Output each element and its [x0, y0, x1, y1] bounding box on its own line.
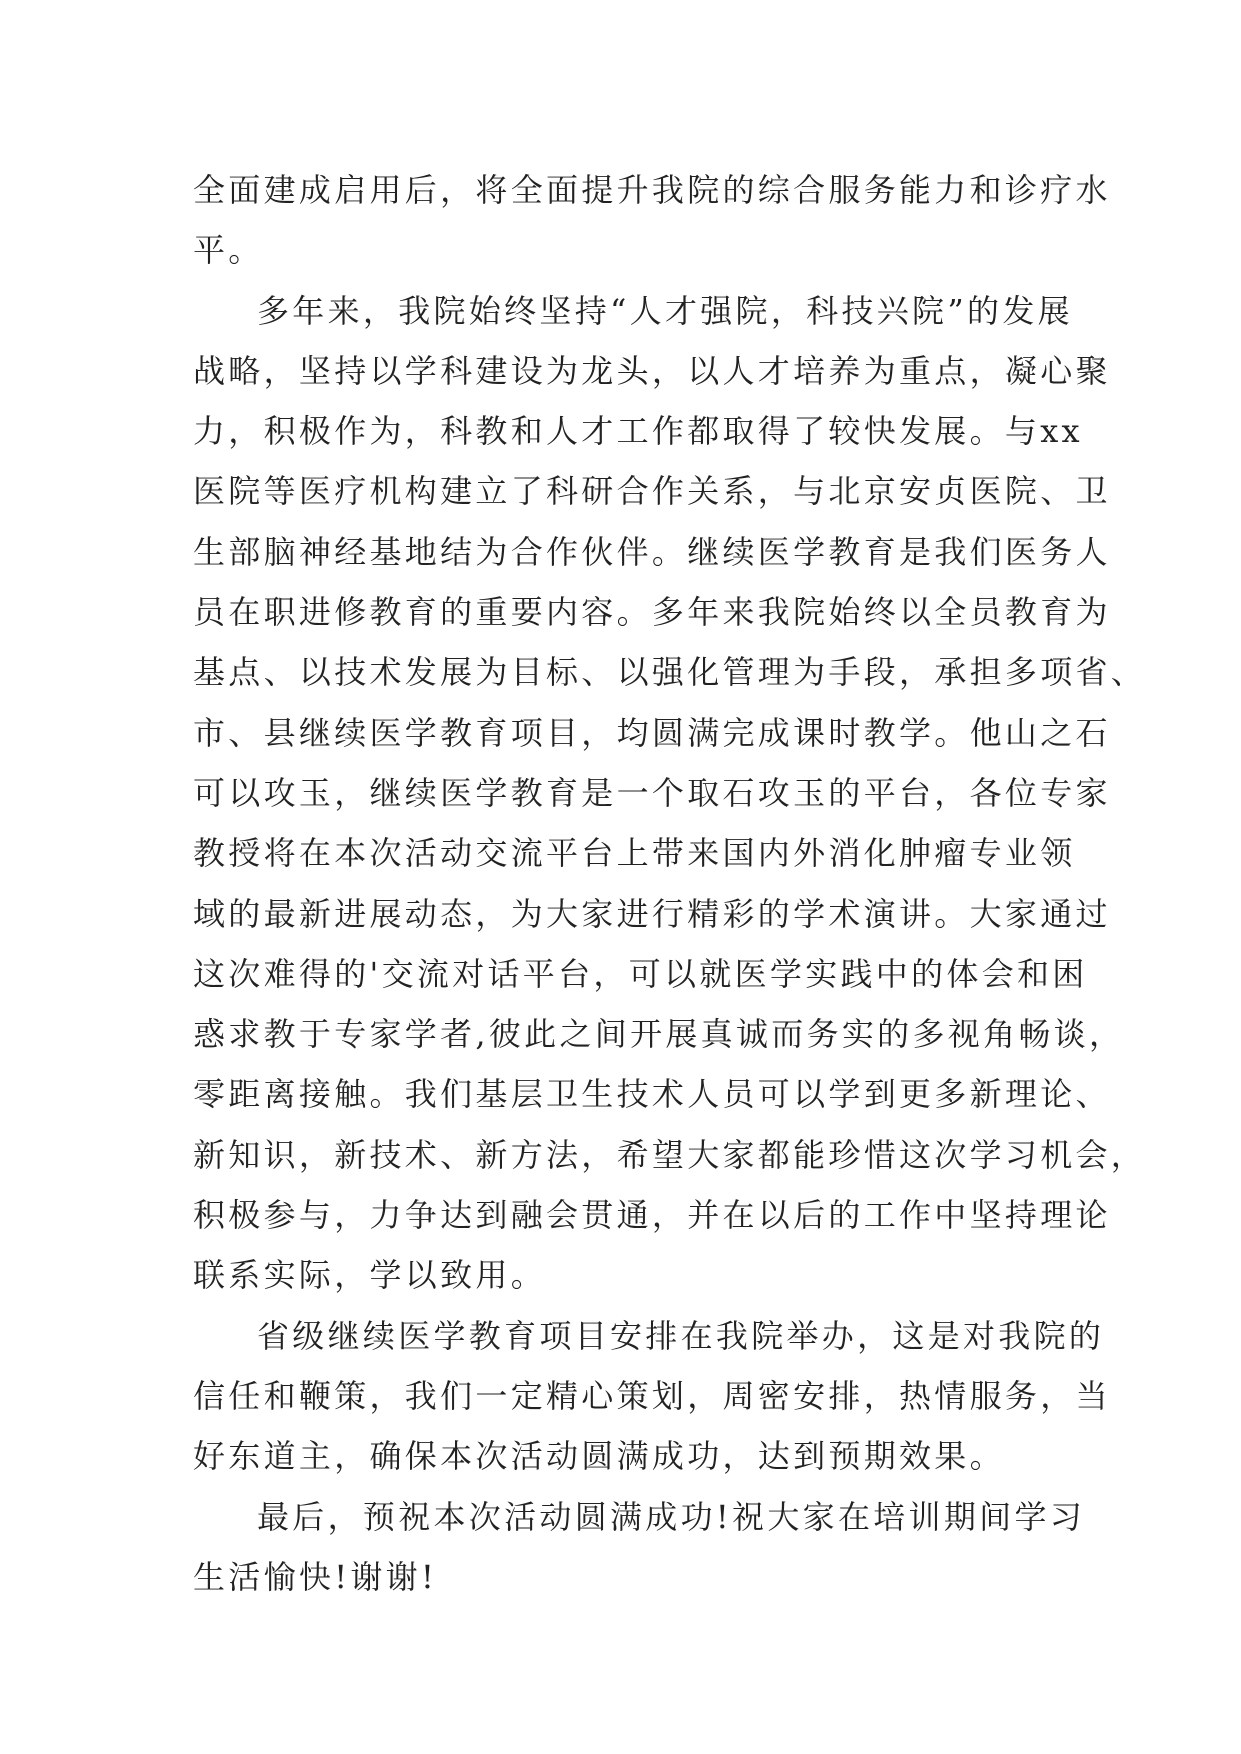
- text-line: 积极参与，力争达到融会贯通，并在以后的工作中坚持理论: [193, 1196, 1111, 1235]
- text-line: 新知识，新技术、新方法，希望大家都能珍惜这次学习机会，: [193, 1135, 1147, 1174]
- paragraph-continuation: [193, 160, 1111, 281]
- text-line: 战略，坚持以学科建设为龙头，以人才培养为重点，凝心聚: [193, 351, 1111, 390]
- paragraph-development: [193, 281, 1147, 1306]
- text-line: 最后，预祝本次活动圆满成功!祝大家在培训期间学习: [257, 1497, 1086, 1536]
- text-line: 域的最新进展动态，为大家进行精彩的学术演讲。大家通过: [193, 894, 1111, 933]
- text-line: 市、县继续医学教育项目，均圆满完成课时教学。他山之石: [193, 713, 1111, 752]
- text-line: 医院等医疗机构建立了科研合作关系，与北京安贞医院、卫: [193, 472, 1111, 511]
- text-line: 省级继续医学教育项目安排在我院举办，这是对我院的: [257, 1316, 1105, 1355]
- text-line: 好东道主，确保本次活动圆满成功，达到预期效果。: [193, 1437, 1005, 1476]
- text-line: 可以攻玉，继续医学教育是一个取石攻玉的平台，各位专家: [193, 773, 1111, 812]
- text-line: 惑求教于专家学者,彼此之间开展真诚而务实的多视角畅谈，: [193, 1015, 1125, 1054]
- paragraph-hosting: [193, 1306, 1111, 1487]
- text-line: 基点、以技术发展为目标、以强化管理为手段，承担多项省、: [193, 653, 1147, 692]
- text-line: 零距离接触。我们基层卫生技术人员可以学到更多新理论、: [193, 1075, 1111, 1114]
- text-line: 全面建成启用后，将全面提升我院的综合服务能力和诊疗水: [193, 171, 1111, 209]
- document-body: [193, 160, 1147, 1607]
- text-line: 员在职进修教育的重要内容。多年来我院始终以全员教育为: [193, 593, 1111, 632]
- text-line: 信任和鞭策，我们一定精心策划，周密安排，热情服务，当: [193, 1376, 1111, 1415]
- text-line: 这次难得的'交流对话平台，可以就医学实践中的体会和困: [193, 954, 1088, 993]
- text-line: 教授将在本次活动交流平台上带来国内外消化肿瘤专业领: [193, 834, 1076, 873]
- text-line: 多年来，我院始终坚持“人才强院，科技兴院”的发展: [257, 291, 1073, 330]
- text-line: 生部脑神经基地结为合作伙伴。继续医学教育是我们医务人: [193, 532, 1111, 571]
- text-line: 联系实际，学以致用。: [193, 1256, 547, 1295]
- text-line: 平。: [193, 231, 264, 270]
- paragraph-closing: [193, 1487, 1093, 1608]
- text-line: 生活愉快!谢谢!: [193, 1557, 438, 1596]
- text-line: 力，积极作为，科教和人才工作都取得了较快发展。与xx: [193, 412, 1083, 451]
